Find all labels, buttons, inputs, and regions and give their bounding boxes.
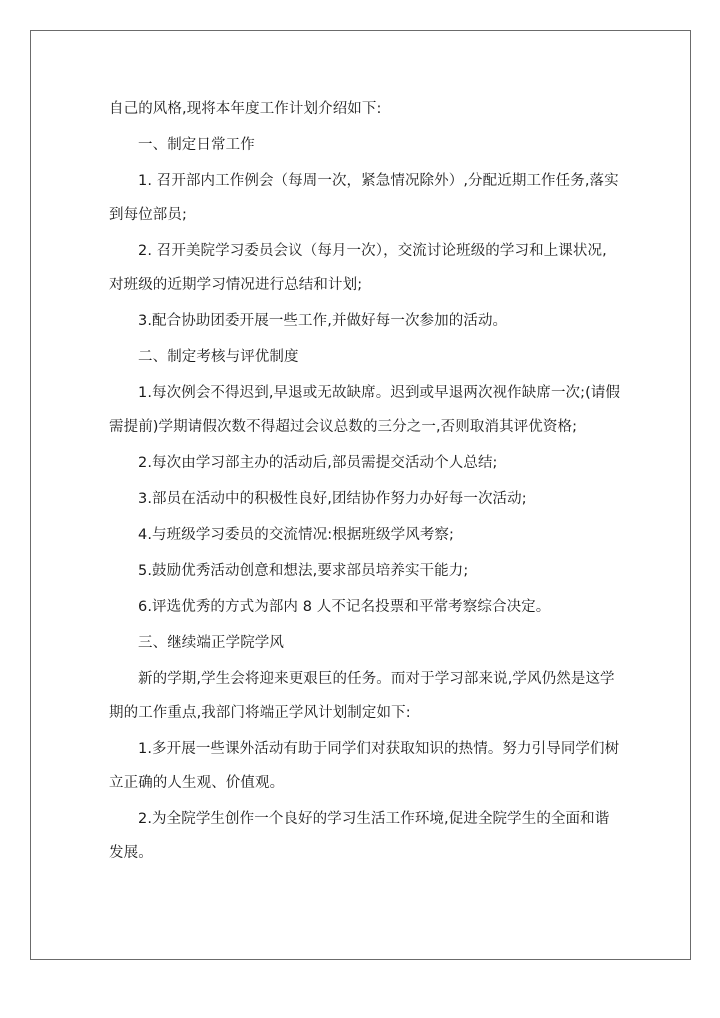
list-item-text: 2. 召开美院学习委员会议（每月一次），交流讨论班级的学习和上课状况, xyxy=(138,243,607,259)
list-item-text: 2.每次由学习部主办的活动后,部员需提交活动个人总结; xyxy=(138,455,498,471)
list-item-text: 1.多开展一些课外活动有助于同学们对获取知识的热情。努力引导同学们树 xyxy=(138,741,620,757)
list-item-text: 3.配合协助团委开展一些工作,并做好每一次参加的活动。 xyxy=(138,313,508,329)
document-body xyxy=(109,92,621,870)
list-item-text: 2.为全院学生创作一个良好的学习生活工作环境,促进全院学生的全面和谐 xyxy=(138,811,610,827)
paragraph-text: 新的学期,学生会将迎来更艰巨的任务。而对于学习部来说,学风仍然是这学 xyxy=(138,671,615,687)
list-item-text: 3.部员在活动中的积极性良好,团结协作努力办好每一次活动; xyxy=(138,491,527,507)
list-item-text: 1.每次例会不得迟到,早退或无故缺席。迟到或早退两次视作缺席一次;(请假 xyxy=(138,385,621,401)
list-item-text: 5.鼓励优秀活动创意和想法,要求部员培养实干能力; xyxy=(138,563,469,579)
list-item-text: 立正确的人生观、价值观。 xyxy=(109,775,285,791)
list-item-text: 发展。 xyxy=(109,845,153,861)
list-item-text: 6.评选优秀的方式为部内 8 人不记名投票和平常考察综合决定。 xyxy=(138,599,551,615)
section-heading-assessment: 二、制定考核与评优制度 xyxy=(138,349,299,365)
list-item-text: 1. 召开部内工作例会（每周一次，紧急情况除外）,分配近期工作任务,落实 xyxy=(138,173,619,189)
section-heading-study-style: 三、继续端正学院学风 xyxy=(138,635,284,651)
paragraph-intro: 自己的风格,现将本年度工作计划介绍如下: xyxy=(109,101,382,117)
list-item-text: 对班级的近期学习情况进行总结和计划; xyxy=(109,277,363,293)
paragraph-text: 期的工作重点,我部门将端正学风计划制定如下: xyxy=(109,705,411,721)
list-item-text: 到每位部员; xyxy=(109,207,187,223)
list-item-text: 4.与班级学习委员的交流情况:根据班级学风考察; xyxy=(138,527,455,543)
list-item-text: 需提前)学期请假次数不得超过会议总数的三分之一,否则取消其评优资格; xyxy=(109,419,578,435)
section-heading-daily-work: 一、制定日常工作 xyxy=(138,137,255,153)
